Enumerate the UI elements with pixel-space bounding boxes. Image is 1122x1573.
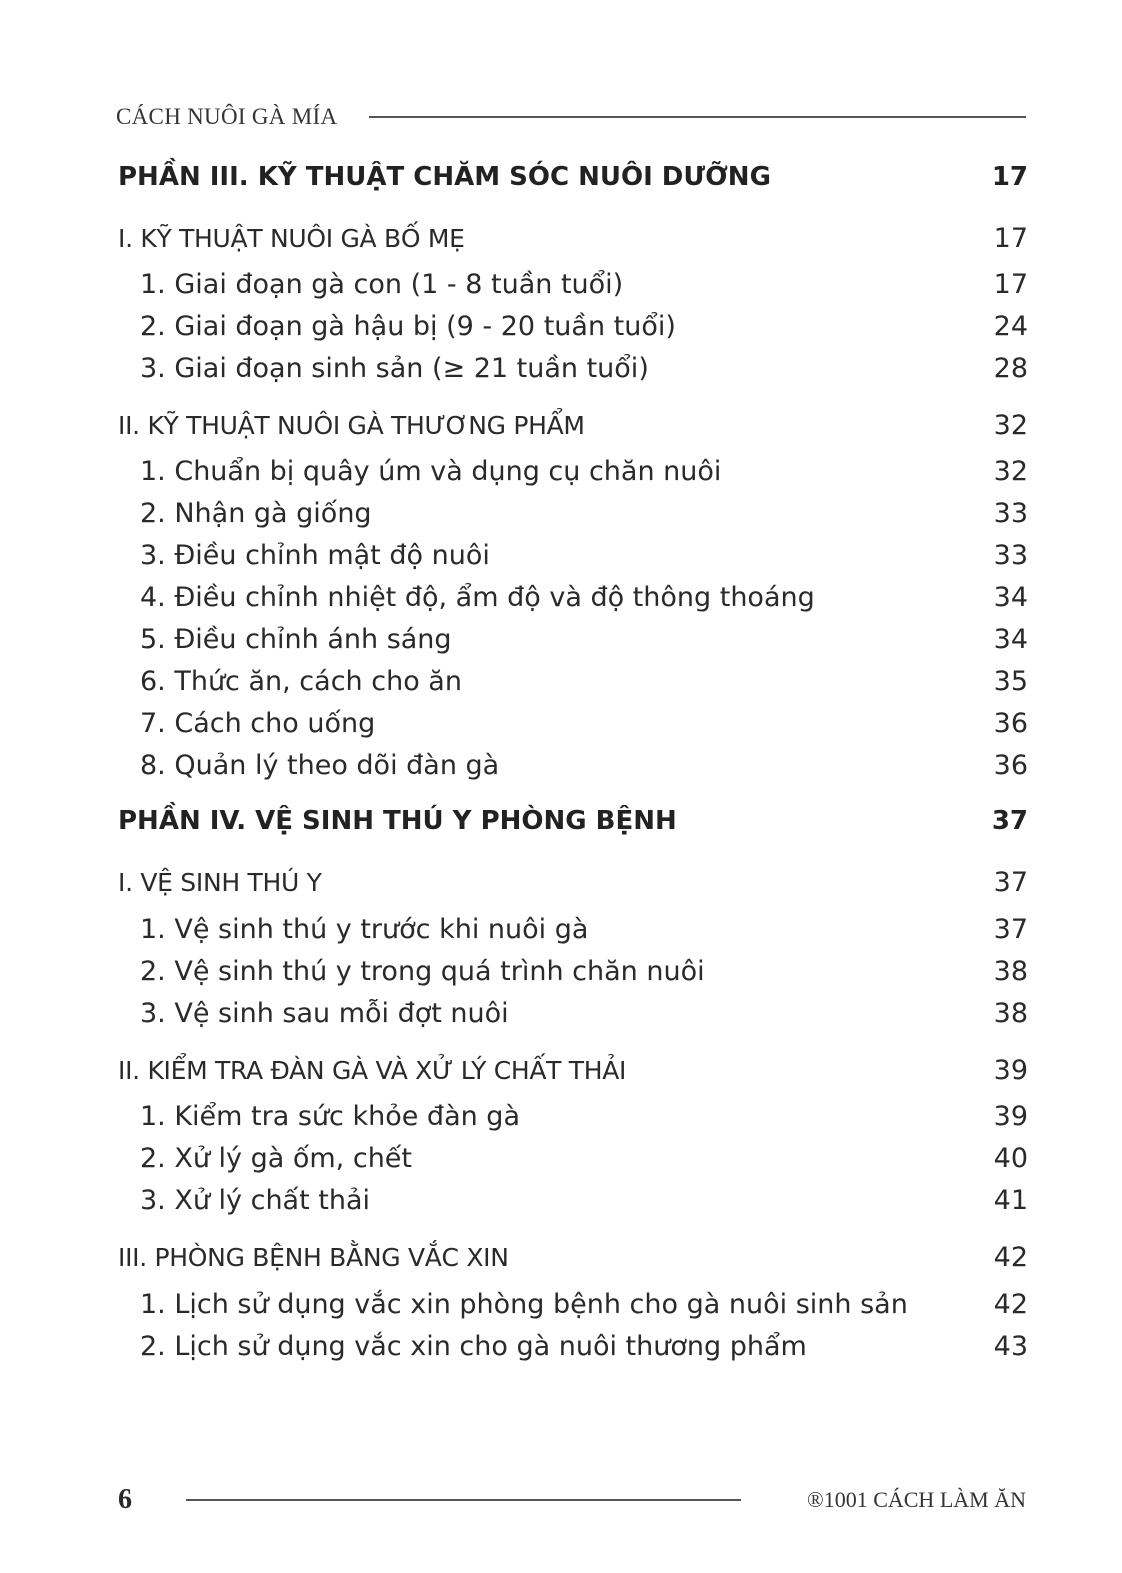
toc-entry [140,994,1028,1032]
toc-label: I. KỸ THUẬT NUÔI GÀ BỐ MẸ [118,223,465,253]
toc-entry [140,494,1028,532]
toc-label: 7. Cách cho uống [140,707,376,739]
toc-entry [140,349,1028,387]
toc-label: 3. Điều chỉnh mật độ nuôi [140,539,490,571]
toc-entry [140,1097,1028,1135]
toc-label: 2. Xử lý gà ốm, chết [140,1142,413,1174]
toc-entry [140,1139,1028,1177]
toc-page: 36 [993,707,1028,739]
toc-page: 40 [993,1142,1028,1174]
toc-entry [140,1327,1028,1365]
toc-label: 1. Vệ sinh thú y trước khi nuôi gà [140,913,589,945]
toc-page: 38 [993,955,1028,987]
toc-label: 4. Điều chỉnh nhiệt độ, ẩm độ và độ thông thoáng [140,581,815,613]
toc-label: PHẦN IV. VỆ SINH THÚ Y PHÒNG BỆNH [118,806,677,836]
toc-label: PHẦN III. KỸ THUẬT CHĂM SÓC NUÔI DƯỠNG [118,162,771,192]
toc-label: 1. Kiểm tra sức khỏe đàn gà [140,1100,520,1132]
toc-label: 6. Thức ăn, cách cho ăn [140,665,462,697]
toc-section-heading [118,219,1028,257]
toc-page: 38 [993,997,1028,1029]
toc-entry [140,452,1028,490]
running-header [116,100,1026,134]
page-footer [118,1480,1026,1520]
toc-page: 17 [993,222,1028,254]
toc-label: 1. Giai đoạn gà con (1 - 8 tuần tuổi) [140,268,624,300]
footer-rule [186,1499,741,1501]
toc-entry [140,1181,1028,1219]
toc-page: 37 [993,913,1028,945]
toc-page: 35 [993,665,1028,697]
toc-page: 32 [993,409,1028,441]
toc-entry [140,910,1028,948]
toc-label: I. VỆ SINH THÚ Y [118,867,322,897]
toc-entry [140,578,1028,616]
toc-part-heading [118,802,1028,840]
page-number: 6 [118,1484,132,1515]
toc-page: 34 [993,581,1028,613]
toc-section-heading [118,406,1028,444]
toc-label: 3. Vệ sinh sau mỗi đợt nuôi [140,997,509,1029]
toc-label: 2. Nhận gà giống [140,497,372,529]
toc-page: 43 [993,1330,1028,1362]
toc-page: 24 [993,310,1028,342]
toc-page: 17 [993,268,1028,300]
toc-entry [140,536,1028,574]
toc-label: II. KỸ THUẬT NUÔI GÀ THƯƠNG PHẨM [118,410,585,440]
toc-page: 42 [993,1288,1028,1320]
toc-page: 41 [993,1184,1028,1216]
running-title: CÁCH NUÔI GÀ MÍA [116,104,338,129]
toc-page: 39 [993,1100,1028,1132]
series-brand: ®1001 CÁCH LÀM ĂN [806,1487,1026,1512]
toc-label: 5. Điều chỉnh ánh sáng [140,623,452,655]
toc-label: 8. Quản lý theo dõi đàn gà [140,749,500,781]
toc-page: 33 [993,539,1028,571]
toc-entry [140,662,1028,700]
toc-entry [140,265,1028,303]
toc-page: 42 [993,1241,1028,1273]
toc-entry [140,307,1028,345]
toc-page: 36 [993,749,1028,781]
toc-entry [140,952,1028,990]
toc-page: 37 [991,806,1028,836]
toc-page: 17 [991,162,1028,192]
header-rule [369,116,1026,118]
toc-page: 34 [993,623,1028,655]
toc-label: 3. Xử lý chất thải [140,1184,371,1216]
toc-label: 2. Vệ sinh thú y trong quá trình chăn nuôi [140,955,705,987]
toc-page: 33 [993,497,1028,529]
toc-part-heading [118,158,1028,196]
toc-label: 2. Lịch sử dụng vắc xin cho gà nuôi thương phẩm [140,1330,807,1362]
toc-label: II. KIỂM TRA ĐÀN GÀ VÀ XỬ LÝ CHẤT THẢI [118,1055,627,1085]
toc-label: III. PHÒNG BỆNH BẰNG VẮC XIN [118,1242,509,1272]
toc-page: 39 [993,1054,1028,1086]
toc-label: 2. Giai đoạn gà hậu bị (9 - 20 tuần tuổi) [140,310,676,342]
toc-entry [140,1285,1028,1323]
toc-page: 32 [993,455,1028,487]
toc-entry [140,620,1028,658]
toc-label: 3. Giai đoạn sinh sản (≥ 21 tuần tuổi) [140,352,649,384]
toc-page: 28 [993,352,1028,384]
toc-page: 37 [993,866,1028,898]
toc-entry [140,704,1028,742]
toc-label: 1. Chuẩn bị quây úm và dụng cụ chăn nuôi [140,455,722,487]
toc-label: 1. Lịch sử dụng vắc xin phòng bệnh cho gà nuôi sinh sản [140,1288,908,1320]
toc-entry [140,746,1028,784]
toc-section-heading [118,863,1028,901]
toc-section-heading [118,1051,1028,1089]
toc-section-heading [118,1238,1028,1276]
